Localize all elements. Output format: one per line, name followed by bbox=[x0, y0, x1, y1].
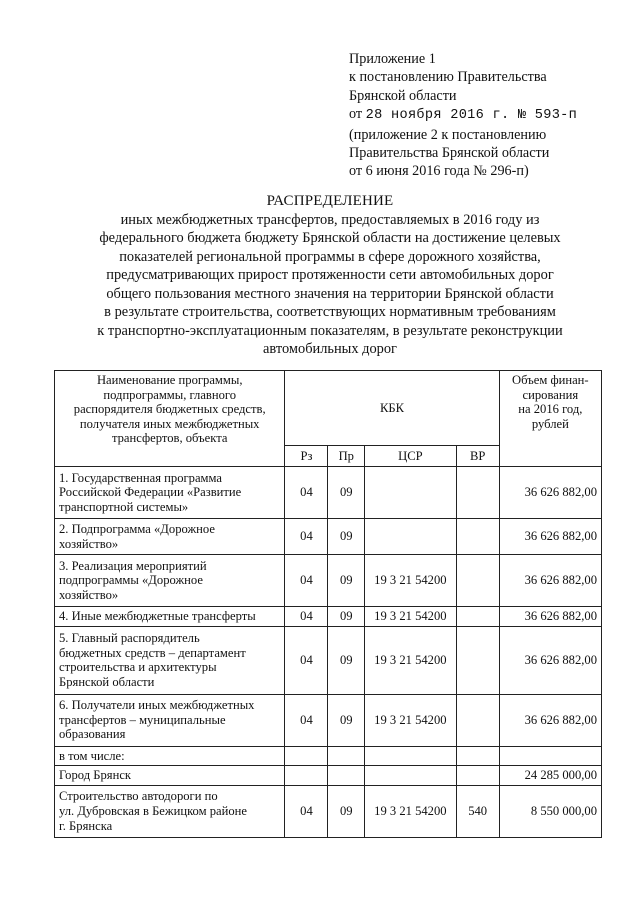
row-rz-cell: 04 bbox=[285, 555, 328, 607]
header-name-cell bbox=[55, 371, 285, 467]
row-csr-cell: 19 3 21 54200 bbox=[365, 785, 457, 837]
header-amount-line: рублей bbox=[531, 416, 569, 431]
table-row bbox=[55, 555, 602, 607]
header-rz-cell: Рз bbox=[285, 446, 328, 467]
table-row bbox=[55, 607, 602, 627]
row-name-cell bbox=[55, 694, 285, 746]
row-amount-cell: 36 626 882,00 bbox=[499, 694, 601, 746]
appendix-line: от 6 июня 2016 года № 296-п) bbox=[349, 163, 529, 180]
row-vr-cell bbox=[456, 694, 499, 746]
row-name-line: хозяйство» bbox=[59, 587, 119, 602]
row-name-line: ул. Дубровская в Бежицком районе bbox=[59, 803, 247, 818]
row-csr-cell bbox=[365, 467, 457, 519]
appendix-date-prefix: от bbox=[349, 106, 363, 123]
appendix-block bbox=[349, 50, 577, 181]
table-row bbox=[55, 766, 602, 786]
row-amount-cell bbox=[499, 746, 601, 766]
row-vr-cell bbox=[456, 467, 499, 519]
row-name-line: подпрограммы «Дорожное bbox=[59, 573, 203, 588]
header-amount-line: Объем финан- bbox=[512, 373, 589, 387]
row-pr-cell: 09 bbox=[328, 607, 365, 627]
row-rz-cell: 04 bbox=[285, 694, 328, 746]
row-pr-cell: 09 bbox=[328, 467, 365, 519]
row-pr-cell bbox=[328, 766, 365, 786]
row-rz-cell: 04 bbox=[285, 607, 328, 627]
row-name-line: г. Брянска bbox=[59, 818, 113, 833]
row-name-line: бюджетных средств – департамент bbox=[59, 645, 246, 660]
header-pr-cell: Пр bbox=[328, 446, 365, 467]
row-csr-cell bbox=[365, 766, 457, 786]
appendix-date-line bbox=[349, 105, 577, 125]
row-amount-cell: 36 626 882,00 bbox=[499, 467, 601, 519]
header-name-line: распорядителя бюджетных средств, bbox=[73, 402, 266, 417]
row-csr-cell bbox=[365, 519, 457, 555]
table-row bbox=[55, 746, 602, 766]
row-name-cell bbox=[55, 467, 285, 519]
title-line: показателей региональной программы в сфере дорожного хозяйства, bbox=[119, 248, 541, 265]
row-csr-cell: 19 3 21 54200 bbox=[365, 694, 457, 746]
row-name-line: Российской Федерации «Развитие bbox=[59, 485, 242, 500]
row-amount-cell: 36 626 882,00 bbox=[499, 519, 601, 555]
header-name-line: получателя иных межбюджетных bbox=[79, 416, 260, 431]
row-name-line: в том числе: bbox=[59, 748, 125, 763]
appendix-line: Приложение 1 bbox=[349, 51, 436, 67]
table-row bbox=[55, 626, 602, 694]
row-name-cell bbox=[55, 519, 285, 555]
row-vr-cell bbox=[456, 607, 499, 627]
row-vr-cell: 540 bbox=[456, 785, 499, 837]
document-title bbox=[60, 192, 600, 359]
title-line: общего пользования местного значения на территории Брянской области bbox=[106, 285, 554, 302]
table-row bbox=[55, 785, 602, 837]
row-name-cell bbox=[55, 785, 285, 837]
row-name-cell bbox=[55, 626, 285, 694]
table-row bbox=[55, 694, 602, 746]
appendix-line: к постановлению Правительства bbox=[349, 69, 547, 86]
row-amount-cell: 36 626 882,00 bbox=[499, 626, 601, 694]
header-name-line: Наименование программы, bbox=[96, 373, 243, 387]
row-name-cell bbox=[55, 607, 285, 627]
title-line: предусматривающих прирост протяженности сети автомобильных дорог bbox=[106, 267, 554, 283]
row-name-line: 5. Главный распорядитель bbox=[59, 630, 200, 645]
row-name-line: 2. Подпрограмма «Дорожное bbox=[59, 521, 215, 536]
row-name-line: 6. Получатели иных межбюджетных bbox=[59, 698, 255, 713]
row-vr-cell bbox=[456, 555, 499, 607]
row-name-line: 3. Реализация мероприятий bbox=[59, 558, 207, 573]
header-amount-cell bbox=[499, 371, 601, 467]
row-rz-cell bbox=[285, 746, 328, 766]
row-rz-cell: 04 bbox=[285, 519, 328, 555]
header-name-line: подпрограммы, главного bbox=[103, 387, 237, 402]
appendix-line: Брянской области bbox=[349, 87, 457, 104]
row-name-line: 4. Иные межбюджетные трансферты bbox=[59, 609, 256, 623]
header-kbk-cell: КБК bbox=[285, 371, 499, 446]
header-csr-cell: ЦСР bbox=[365, 446, 457, 467]
title-line: к транспортно-эксплуатационным показателям, в результате реконструкции bbox=[97, 322, 563, 339]
title-line: автомобильных дорог bbox=[263, 341, 397, 357]
title-line: в результате строительства, соответствующих нормативным требованиям bbox=[104, 304, 556, 320]
row-name-line: Строительство автодороги по bbox=[59, 789, 218, 804]
row-amount-cell: 8 550 000,00 bbox=[499, 785, 601, 837]
table-header-row bbox=[55, 371, 602, 446]
header-vr-cell: ВР bbox=[456, 446, 499, 467]
row-rz-cell bbox=[285, 766, 328, 786]
row-csr-cell: 19 3 21 54200 bbox=[365, 626, 457, 694]
appendix-date-value: 28 ноября 2016 г. № 593-п bbox=[365, 108, 578, 124]
row-amount-cell: 36 626 882,00 bbox=[499, 607, 601, 627]
row-amount-cell: 24 285 000,00 bbox=[499, 766, 601, 786]
header-name-line: трансфертов, объекта bbox=[111, 431, 228, 446]
row-name-line: строительства и архитектуры bbox=[59, 660, 217, 675]
row-name-line: образования bbox=[59, 727, 126, 742]
row-rz-cell: 04 bbox=[285, 785, 328, 837]
row-csr-cell: 19 3 21 54200 bbox=[365, 607, 457, 627]
row-name-line: 1. Государственная программа bbox=[59, 470, 222, 485]
row-name-line: транспортной системы» bbox=[59, 499, 189, 514]
row-name-cell bbox=[55, 746, 285, 766]
table-row bbox=[55, 467, 602, 519]
header-amount-line: сирования bbox=[522, 387, 579, 402]
row-pr-cell: 09 bbox=[328, 694, 365, 746]
distribution-table bbox=[54, 370, 602, 838]
table-row bbox=[55, 519, 602, 555]
row-name-cell bbox=[55, 766, 285, 786]
header-amount-line: на 2016 год, bbox=[518, 402, 583, 417]
row-vr-cell bbox=[456, 519, 499, 555]
row-csr-cell bbox=[365, 746, 457, 766]
row-vr-cell bbox=[456, 766, 499, 786]
row-name-line: хозяйство» bbox=[59, 536, 119, 551]
row-pr-cell: 09 bbox=[328, 785, 365, 837]
document-heading: РАСПРЕДЕЛЕНИЕ bbox=[266, 193, 394, 209]
row-pr-cell: 09 bbox=[328, 519, 365, 555]
row-pr-cell: 09 bbox=[328, 626, 365, 694]
row-csr-cell: 19 3 21 54200 bbox=[365, 555, 457, 607]
row-vr-cell bbox=[456, 626, 499, 694]
row-name-line: трансфертов – муниципальные bbox=[59, 712, 226, 727]
row-name-line: Город Брянск bbox=[59, 768, 132, 783]
row-pr-cell bbox=[328, 746, 365, 766]
row-rz-cell: 04 bbox=[285, 626, 328, 694]
row-name-line: Брянской области bbox=[59, 674, 155, 689]
appendix-line: Правительства Брянской области bbox=[349, 145, 550, 162]
title-line: федерального бюджета бюджету Брянской области на достижение целевых bbox=[99, 230, 561, 246]
row-amount-cell: 36 626 882,00 bbox=[499, 555, 601, 607]
row-name-cell bbox=[55, 555, 285, 607]
row-vr-cell bbox=[456, 746, 499, 766]
appendix-line: (приложение 2 к постановлению bbox=[349, 126, 547, 143]
row-rz-cell: 04 bbox=[285, 467, 328, 519]
row-pr-cell: 09 bbox=[328, 555, 365, 607]
title-line: иных межбюджетных трансфертов, предоставляемых в 2016 году из bbox=[120, 211, 540, 228]
